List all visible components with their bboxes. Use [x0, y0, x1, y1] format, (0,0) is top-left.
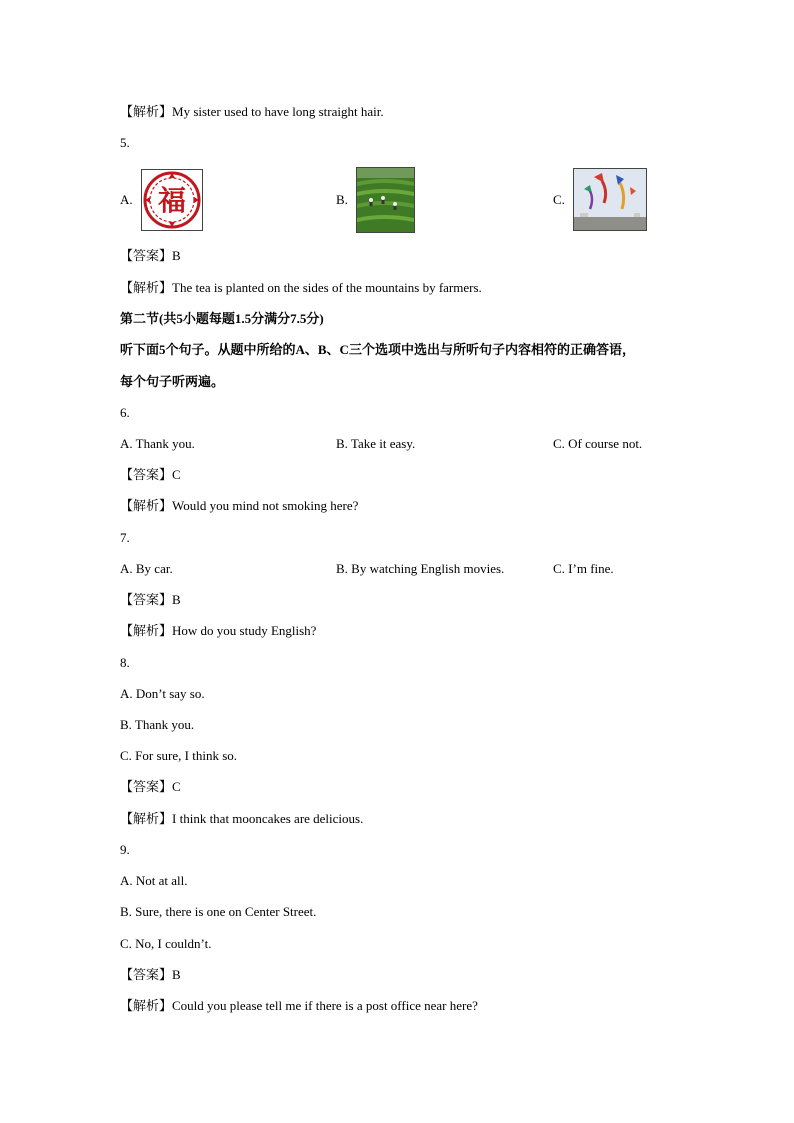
section-instruction-2: 每个句子听两遍。	[120, 374, 225, 389]
section-title: 第二节(共5小题每题1.5分满分7.5分)	[120, 311, 324, 326]
q8-option-b: B. Thank you.	[120, 717, 195, 732]
q5-answer-line	[120, 248, 181, 264]
analysis-tag: 【解析】	[120, 623, 173, 638]
fu-seal-image	[142, 170, 202, 230]
analysis-tag: 【解析】	[120, 998, 173, 1013]
question-number-5: 5.	[120, 135, 130, 150]
answer-text: B	[172, 967, 181, 982]
analysis-text: The tea is planted on the sides of the mountains by farmers.	[172, 280, 482, 295]
analysis-tag: 【解析】	[120, 811, 173, 826]
answer-text: B	[172, 248, 181, 263]
answer-tag: 【答案】	[120, 967, 173, 982]
analysis-text: How do you study English?	[172, 623, 317, 638]
q5-option-b-label: B.	[336, 192, 348, 207]
question-number-9: 9.	[120, 842, 130, 857]
answer-text: C	[172, 467, 181, 482]
fu-character: 福	[157, 184, 187, 217]
analysis-tag: 【解析】	[120, 498, 173, 513]
question-number-6: 6.	[120, 405, 130, 420]
q6-option-c: C. Of course not.	[553, 436, 643, 451]
question-number-7: 7.	[120, 530, 130, 545]
answer-text: B	[172, 592, 181, 607]
q7-answer-line	[120, 592, 181, 608]
answer-tag: 【答案】	[120, 779, 173, 794]
answer-tag: 【答案】	[120, 592, 173, 607]
analysis-text: Would you mind not smoking here?	[172, 498, 359, 513]
question-number-8: 8.	[120, 655, 130, 670]
q8-answer-line	[120, 779, 181, 795]
q8-option-c: C. For sure, I think so.	[120, 748, 237, 763]
q9-answer-line	[120, 967, 181, 983]
q7-analysis-line	[120, 623, 316, 639]
q9-option-a: A. Not at all.	[120, 873, 188, 888]
analysis-text: I think that mooncakes are delicious.	[172, 811, 364, 826]
q5-option-a-label: A.	[120, 192, 133, 207]
q8-option-a: A. Don’t say so.	[120, 686, 205, 701]
kites-image	[574, 169, 646, 230]
q8-analysis-line	[120, 811, 363, 827]
q6-option-a: A. Thank you.	[120, 436, 195, 451]
tea-field-image	[357, 168, 414, 232]
analysis-text: My sister used to have long straight hair.	[172, 104, 384, 119]
q5-option-c-image	[573, 168, 647, 231]
section-instruction-1: 听下面5个句子。从题中所给的A、B、C三个选项中选出与所听句子内容相符的正确答语，	[120, 342, 635, 357]
analysis-text: Could you please tell me if there is a post office near here?	[172, 998, 478, 1013]
q7-option-c: C. I’m fine.	[553, 561, 614, 576]
q5-option-c-label: C.	[553, 192, 565, 207]
answer-text: C	[172, 779, 181, 794]
q7-option-a: A. By car.	[120, 561, 173, 576]
q9-option-c: C. No, I couldn’t.	[120, 936, 212, 951]
answer-tag: 【答案】	[120, 248, 173, 263]
q6-analysis-line	[120, 498, 358, 514]
q5-option-a-image	[141, 169, 203, 231]
analysis-line-q4	[120, 104, 384, 120]
q5-analysis-line	[120, 280, 482, 296]
analysis-tag: 【解析】	[120, 104, 173, 119]
analysis-tag: 【解析】	[120, 280, 173, 295]
q9-option-b: B. Sure, there is one on Center Street.	[120, 904, 317, 919]
q5-option-b-image	[356, 167, 415, 233]
q9-analysis-line	[120, 998, 478, 1014]
q6-option-b: B. Take it easy.	[336, 436, 416, 451]
q6-answer-line	[120, 467, 181, 483]
q7-option-b: B. By watching English movies.	[336, 561, 505, 576]
answer-tag: 【答案】	[120, 467, 173, 482]
